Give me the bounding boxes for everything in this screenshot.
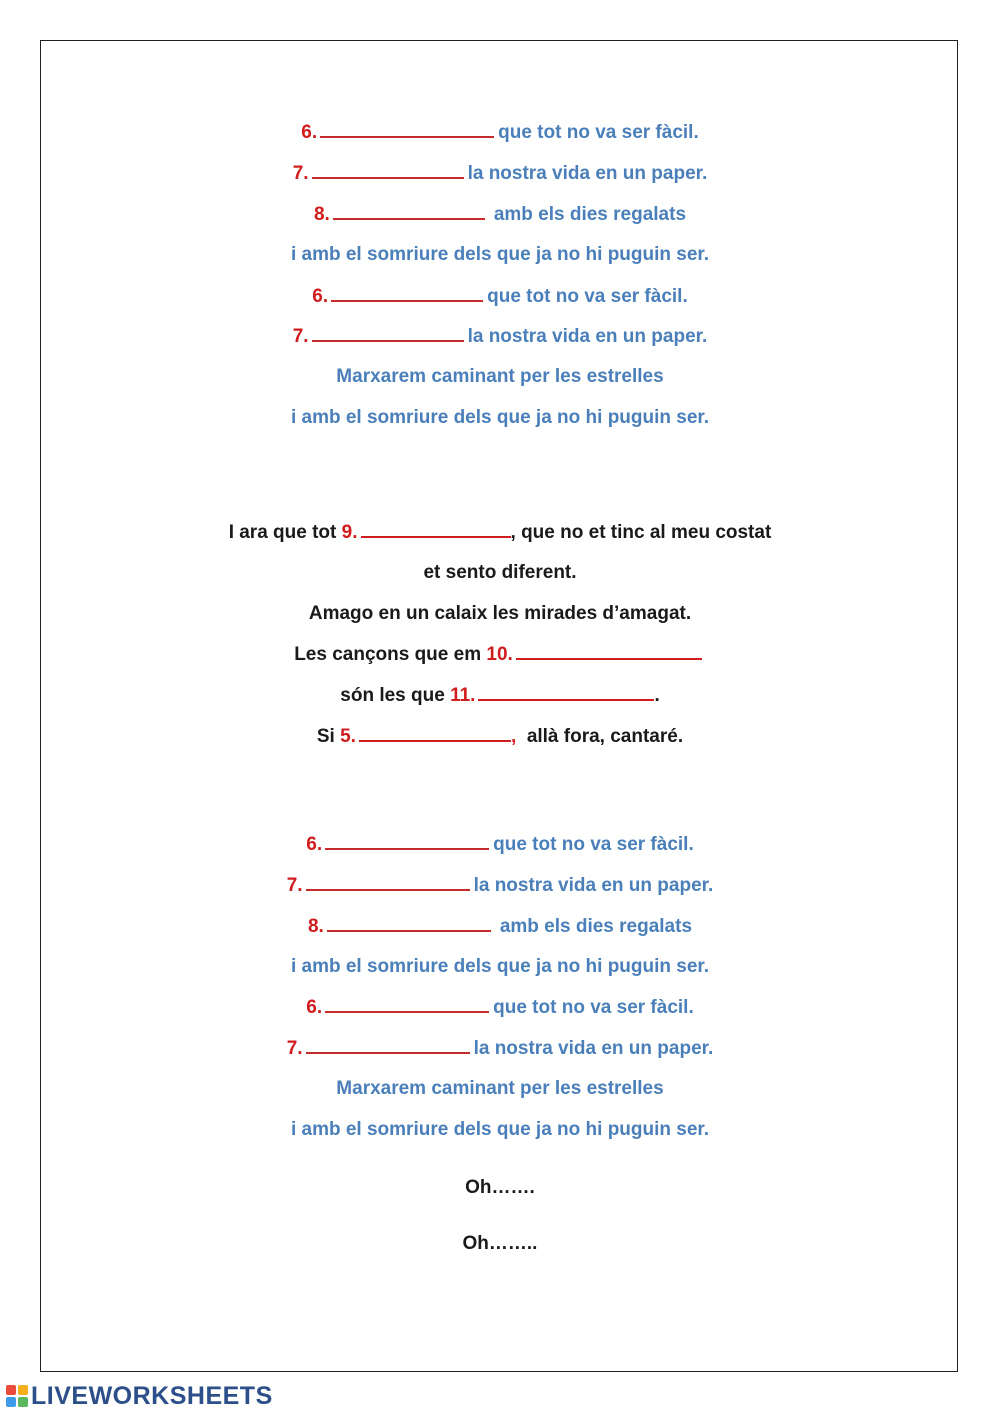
verse-line-3: Amago en un calaix les mirades d’amagat. — [308, 603, 692, 624]
blank-number: 6. — [312, 286, 329, 307]
chorus2-line-2: 7. la nostra vida en un paper. — [286, 875, 714, 896]
blank-number: 11. — [450, 685, 476, 706]
chorus2-line-8: i amb el somriure dels que ja no hi puguin ser. — [290, 1119, 710, 1140]
blank-number: 5. — [340, 726, 356, 747]
answer-blank-8c[interactable] — [327, 914, 491, 932]
answer-blank-10[interactable] — [516, 642, 702, 660]
blank-number: 6. — [306, 997, 323, 1018]
verse-line-2: et sento diferent. — [423, 562, 577, 583]
chorus1-line-1: 6. que tot no va ser fàcil. — [301, 122, 699, 143]
chorus2-line-6: 7. la nostra vida en un paper. — [286, 1038, 714, 1059]
answer-blank-6c[interactable] — [325, 832, 489, 850]
answer-blank-5[interactable] — [359, 724, 511, 742]
answer-blank-7[interactable] — [312, 161, 464, 179]
liveworksheets-logo — [6, 1382, 273, 1410]
verse-line-5: són les que 11. . — [340, 685, 660, 706]
answer-blank-6d[interactable] — [325, 995, 489, 1013]
answer-blank-6[interactable] — [320, 120, 494, 138]
answer-blank-9[interactable] — [361, 520, 511, 538]
verse-line-6: Si 5. , allà fora, cantaré. — [316, 726, 684, 747]
blank-number: 6. — [301, 122, 318, 143]
chorus2-line-1: 6. que tot no va ser fàcil. — [306, 834, 694, 855]
chorus2-line-3: 8. amb els dies regalats — [307, 916, 693, 937]
brand-name: LIVEWORKSHEETS — [31, 1381, 273, 1410]
blank-number: 8. — [313, 204, 330, 225]
chorus1-line-7: Marxarem caminant per les estrelles — [336, 366, 664, 387]
chorus2-line-4: i amb el somriure dels que ja no hi puguin ser. — [290, 956, 710, 977]
chorus1-line-4: i amb el somriure dels que ja no hi puguin ser. — [290, 244, 710, 265]
blank-number: 10. — [486, 644, 513, 665]
chorus2-line-5: 6. que tot no va ser fàcil. — [306, 997, 694, 1018]
blank-number: 6. — [306, 834, 323, 855]
answer-blank-11[interactable] — [478, 683, 654, 701]
answer-blank-7c[interactable] — [306, 873, 470, 891]
chorus1-line-8: i amb el somriure dels que ja no hi puguin ser. — [290, 407, 710, 428]
blank-number: 8. — [307, 916, 324, 937]
blank-number: 7. — [286, 875, 303, 896]
chorus1-line-2: 7. la nostra vida en un paper. — [292, 163, 708, 184]
answer-blank-7b[interactable] — [312, 324, 464, 342]
chorus2-line-7: Marxarem caminant per les estrelles — [336, 1078, 664, 1099]
answer-blank-7d[interactable] — [306, 1036, 470, 1054]
blank-number: 7. — [286, 1038, 303, 1059]
answer-blank-6b[interactable] — [331, 284, 483, 302]
blank-number: 9. — [341, 522, 358, 543]
blank-number: 7. — [292, 163, 309, 184]
logo-blocks-icon — [6, 1385, 28, 1407]
verse-line-1: I ara que tot 9. , que no et tinc al meu costat — [228, 522, 772, 543]
verse-line-4: Les cançons que em 10. — [0, 642, 1000, 667]
blank-number: 7. — [292, 326, 309, 347]
chorus1-line-3: 8. amb els dies regalats — [313, 204, 687, 225]
chorus1-line-5: 6. que tot no va ser fàcil. — [312, 286, 688, 307]
answer-blank-8[interactable] — [333, 202, 485, 220]
chorus1-line-6: 7. la nostra vida en un paper. — [292, 326, 708, 347]
outro-line-1: Oh……. — [465, 1177, 535, 1198]
outro-line-2: Oh…….. — [462, 1233, 538, 1254]
